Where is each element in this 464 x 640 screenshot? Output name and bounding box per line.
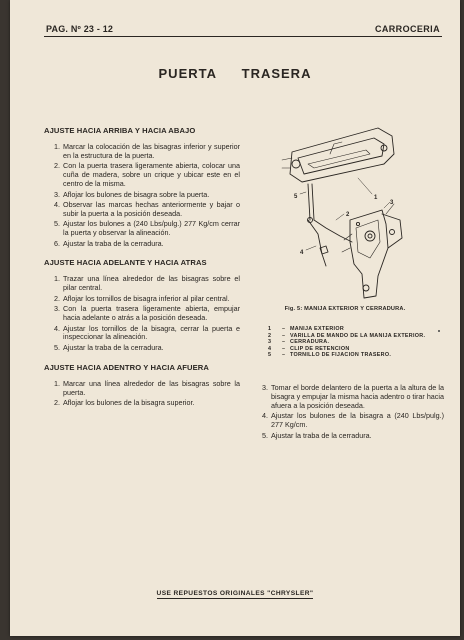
step-number: 4.	[54, 199, 60, 209]
list-item	[44, 380, 240, 398]
steps-in-out-continued	[254, 384, 444, 440]
step-text: Marcar una línea alrededor de las bisagras sobre la puerta.	[63, 378, 240, 397]
right-column	[254, 384, 444, 450]
list-item	[44, 399, 240, 408]
step-number: 4.	[262, 411, 268, 421]
callout-2: 2	[346, 212, 350, 218]
list-item	[44, 201, 240, 219]
step-text: Ajustar los bulones de la bisagra a (240 Lbs/pulg.) 277 Kg/cm.	[271, 411, 444, 430]
step-number: 2.	[54, 293, 60, 303]
step-number: 4.	[54, 323, 60, 333]
step-text: Ajustar la traba de la cerradura.	[63, 342, 164, 352]
legend-number: 1	[268, 326, 272, 332]
step-number: 3.	[54, 189, 60, 199]
control-rod-drawing	[308, 184, 353, 266]
list-item	[254, 432, 444, 441]
step-text: Con la puerta trasera ligeramente abierta, colocar una cuña de madera, sobre un crique y ubicar este en el centro de la misma.	[63, 161, 240, 189]
step-text: Aflojar los tornillos de bisagra inferior al pilar central.	[63, 293, 230, 303]
step-number: 5.	[262, 430, 268, 440]
legend-item: 2 – VARILLA DE MANDO DE LA MANIJA EXTERIOR.	[268, 333, 438, 340]
legend-text: VARILLA DE MANDO DE LA MANIJA EXTERIOR.	[290, 332, 426, 339]
page-speck	[438, 330, 440, 332]
step-number: 5.	[54, 342, 60, 352]
page-number: PAG. Nº 23 - 12	[46, 24, 114, 34]
legend-number: 4	[268, 345, 272, 352]
handle-lock-figure	[274, 124, 409, 304]
list-item	[44, 344, 240, 353]
legend-item: 1 – MANIJA EXTERIOR	[268, 326, 438, 333]
callout-4: 4	[300, 250, 304, 256]
step-number: 1.	[54, 378, 60, 388]
step-number: 5.	[54, 219, 60, 229]
step-text: Con la puerta trasera ligeramente abierta, empujar hacia adelante o atrás a la posición deseada.	[63, 304, 240, 323]
manual-page	[10, 0, 460, 636]
step-number: 3.	[262, 383, 268, 392]
steps-up-down	[44, 143, 240, 248]
list-item	[44, 191, 240, 200]
section-title-forward-back: AJUSTE HACIA ADELANTE Y HACIA ATRAS	[44, 258, 207, 268]
footer-note	[10, 590, 460, 597]
step-number: 6.	[54, 238, 60, 248]
list-item	[44, 295, 240, 304]
section-title-up-down: AJUSTE HACIA ARRIBA Y HACIA ABAJO	[44, 126, 196, 135]
callout-1: 1	[374, 195, 378, 201]
legend-number: 3	[268, 339, 272, 345]
list-item	[44, 325, 240, 343]
footer-text: USE REPUESTOS ORIGINALES "CHRYSLER"	[156, 590, 314, 597]
callout-3: 3	[390, 200, 394, 206]
step-text: Aflojar los bulones de bisagra sobre la puerta.	[63, 189, 210, 199]
page-title-word-1: PUERTA	[158, 66, 217, 81]
figure-legend	[268, 326, 438, 359]
list-item	[44, 240, 240, 249]
list-item	[254, 412, 444, 430]
step-text: Trazar una línea alrededor de las bisagras sobre el pilar central.	[63, 274, 240, 293]
step-number: 2.	[54, 398, 60, 408]
left-column	[44, 126, 240, 418]
callout-5: 5	[294, 194, 298, 200]
figure-caption: Fig. 5: MANIJA EXTERIOR Y CERRADURA.	[284, 306, 406, 312]
section-name: CARROCERIA	[374, 24, 440, 34]
legend-text: TORNILLO DE FIJACION TRASERO.	[290, 352, 392, 358]
list-item	[44, 220, 240, 238]
step-text: Ajustar la traba de la cerradura.	[271, 430, 372, 440]
legend-text: CLIP DE RETENCION	[290, 345, 350, 352]
legend-number: 5	[268, 352, 272, 358]
list-item	[44, 305, 240, 323]
step-text: Ajustar la traba de la cerradura.	[63, 238, 164, 248]
steps-forward-back	[44, 275, 240, 352]
step-number: 3.	[54, 304, 60, 314]
legend-item: 4 – CLIP DE RETENCION	[268, 346, 438, 353]
page-title-word-2: TRASERA	[241, 66, 312, 81]
lock-assembly-drawing	[342, 204, 402, 298]
step-number: 2.	[54, 161, 60, 171]
list-item	[44, 143, 240, 161]
list-item	[44, 162, 240, 189]
legend-item: 3 – CERRADURA.	[268, 339, 438, 346]
list-item	[254, 384, 444, 411]
step-number: 1.	[54, 274, 60, 284]
steps-in-out	[44, 380, 240, 408]
step-number: 1.	[54, 142, 60, 151]
step-text: Ajustar los tornillos de la bisagra, cerrar la puerta e inspeccionar la alineación.	[63, 323, 240, 342]
step-text: Marcar la colocación de las bisagras inferior y superior en la estructura de la puerta.	[63, 142, 240, 160]
page-title	[10, 66, 460, 81]
legend-text: CERRADURA.	[290, 339, 330, 345]
legend-text: MANIJA EXTERIOR	[290, 326, 345, 332]
step-text: Aflojar los bulones de la bisagra superior.	[63, 398, 195, 408]
list-item	[44, 275, 240, 293]
exterior-handle-drawing	[282, 128, 394, 182]
legend-number: 2	[268, 332, 272, 339]
header-rule	[44, 36, 442, 37]
section-title-in-out: AJUSTE HACIA ADENTRO Y HACIA AFUERA	[44, 362, 209, 372]
legend-item: 5 – TORNILLO DE FIJACION TRASERO.	[268, 352, 438, 359]
step-text: Tomar el borde delantero de la puerta a la altura de la bisagra y empujar la misma hacia adentro o tirar hacia afuera a la posición deseada.	[271, 383, 444, 410]
step-text: Observar las marcas hechas anteriormente y bajar o subir la puerta a la posición deseada.	[63, 199, 240, 218]
step-text: Ajustar los bulones a (240 Lbs/pulg.) 277 Kg/cm cerrar la puerta y observar la alineación.	[63, 219, 240, 238]
